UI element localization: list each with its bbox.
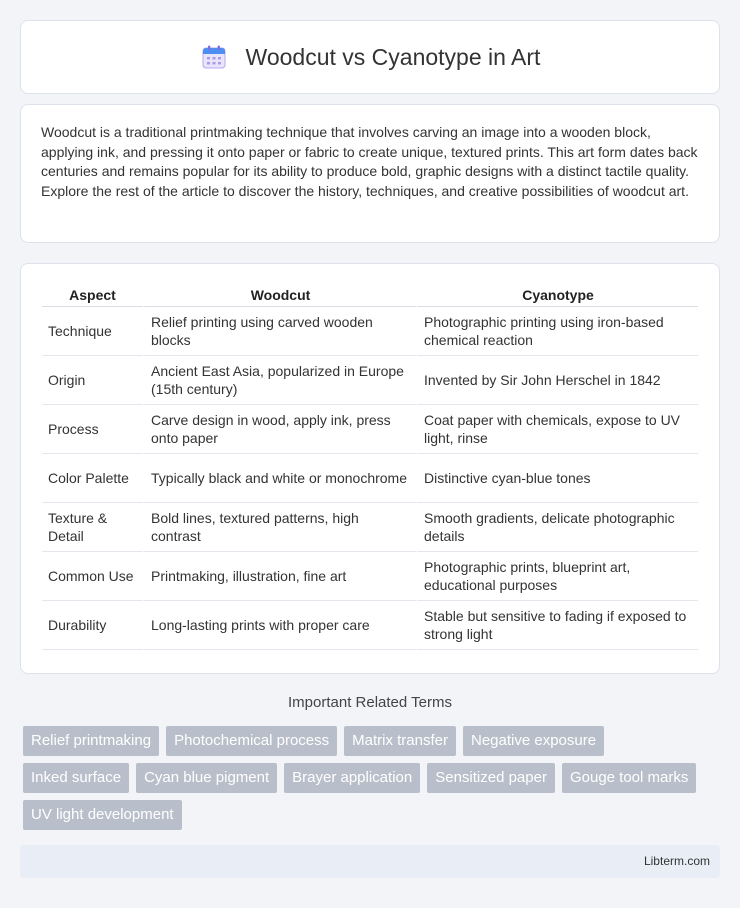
woodcut-cell: Typically black and white or monochrome — [143, 454, 416, 503]
title-wrap — [200, 43, 541, 71]
related-term-tag[interactable]: Photochemical process — [166, 726, 337, 756]
table-row — [42, 601, 698, 650]
aspect-cell: Origin — [42, 356, 143, 405]
table-row — [42, 356, 698, 405]
table-row — [42, 454, 698, 503]
aspect-cell: Color Palette — [42, 454, 143, 503]
intro-text: Woodcut is a traditional printmaking technique that involves carving an image into a wooden block, applying ink, and pressing it onto paper or fabric to create unique, textured prints. This art form dates back centuries and remains popular for its ability to produce bold, graphic designs with a distinct tactile quality. Explore the rest of the article to discover the history, techniques, and creative possibilities of woodcut art. — [41, 124, 698, 199]
table-row — [42, 405, 698, 454]
related-term-tag[interactable]: Sensitized paper — [427, 763, 555, 793]
comparison-table — [42, 284, 698, 650]
woodcut-cell: Long-lasting prints with proper care — [143, 601, 416, 650]
column-header-woodcut: Woodcut — [143, 284, 416, 307]
woodcut-cell: Bold lines, textured patterns, high contrast — [143, 503, 416, 552]
table-header-row — [42, 284, 698, 307]
comparison-card — [20, 263, 720, 674]
cyanotype-cell: Distinctive cyan-blue tones — [416, 454, 698, 503]
cyanotype-cell: Photographic printing using iron-based chemical reaction — [416, 307, 698, 356]
related-term-tag[interactable]: Matrix transfer — [344, 726, 456, 756]
cyanotype-cell: Smooth gradients, delicate photographic details — [416, 503, 698, 552]
column-header-cyanotype: Cyanotype — [416, 284, 698, 307]
cyanotype-cell: Invented by Sir John Herschel in 1842 — [416, 356, 698, 405]
aspect-cell: Process — [42, 405, 143, 454]
footer-site-link[interactable]: Libterm.com — [643, 854, 710, 868]
related-term-tag[interactable]: Relief printmaking — [23, 726, 159, 756]
woodcut-cell: Carve design in wood, apply ink, press onto paper — [143, 405, 416, 454]
woodcut-cell: Relief printing using carved wooden blocks — [143, 307, 416, 356]
woodcut-cell: Printmaking, illustration, fine art — [143, 552, 416, 601]
related-term-tag[interactable]: UV light development — [23, 800, 182, 830]
related-term-tag[interactable]: Negative exposure — [463, 726, 604, 756]
header-card — [20, 20, 720, 94]
table-row — [42, 503, 698, 552]
related-term-tag[interactable]: Cyan blue pigment — [136, 763, 277, 793]
aspect-cell: Common Use — [42, 552, 143, 601]
woodcut-cell: Ancient East Asia, popularized in Europe (15th century) — [143, 356, 416, 405]
cyanotype-cell: Stable but sensitive to fading if exposed to strong light — [416, 601, 698, 650]
aspect-cell: Durability — [42, 601, 143, 650]
related-term-tag[interactable]: Gouge tool marks — [562, 763, 696, 793]
related-term-tag[interactable]: Brayer application — [284, 763, 420, 793]
calendar-icon — [200, 43, 228, 71]
cyanotype-cell: Photographic prints, blueprint art, educational purposes — [416, 552, 698, 601]
related-terms-list — [23, 726, 703, 830]
page-title: Woodcut vs Cyanotype in Art — [245, 43, 541, 70]
aspect-cell: Texture & Detail — [42, 503, 143, 552]
related-term-tag[interactable]: Inked surface — [23, 763, 129, 793]
cyanotype-cell: Coat paper with chemicals, expose to UV light, rinse — [416, 405, 698, 454]
table-row — [42, 552, 698, 601]
table-row — [42, 307, 698, 356]
footer — [20, 845, 720, 878]
intro-card — [20, 104, 720, 243]
aspect-cell: Technique — [42, 307, 143, 356]
related-terms-title: Important Related Terms — [288, 694, 452, 711]
column-header-aspect: Aspect — [42, 284, 143, 307]
